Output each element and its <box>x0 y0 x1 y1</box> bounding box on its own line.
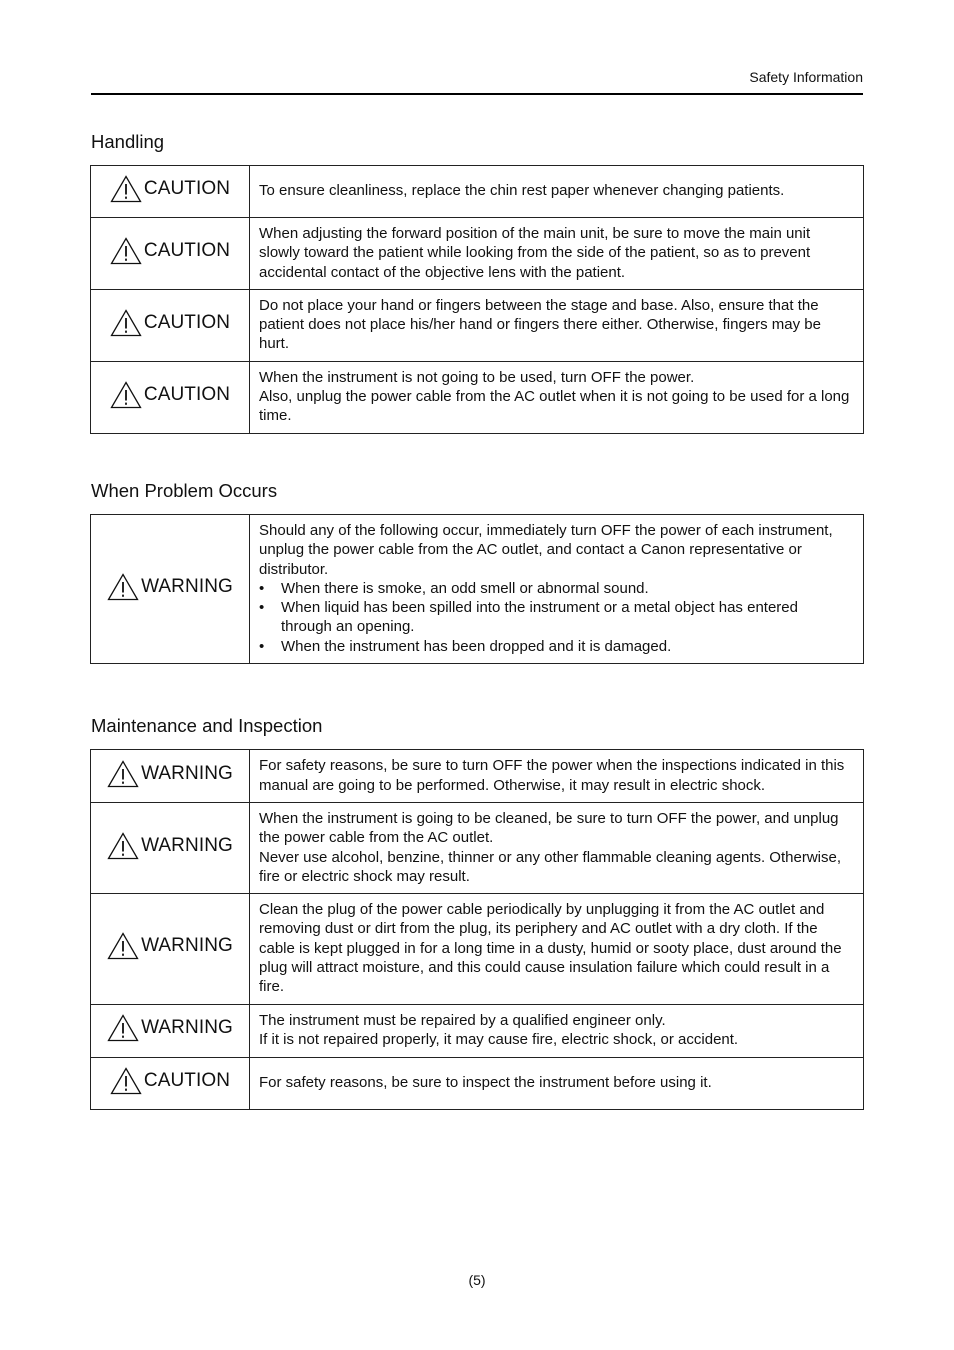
instruction-cell <box>250 894 864 1004</box>
instruction-text: Also, unplug the power cable from the AC outlet when it is not going to be used for a long time. <box>259 388 850 425</box>
section-title-maintenance: Maintenance and Inspection <box>91 715 323 736</box>
severity-cell <box>91 803 250 894</box>
severity-label <box>107 832 233 860</box>
severity-label <box>110 237 230 265</box>
instruction-text: For safety reasons, be sure to turn OFF the power when the inspections indicated in this manual are going to be performed. Otherwise, it may result in electric shock. <box>259 757 845 794</box>
safety-row <box>91 218 864 290</box>
severity-text: WARNING <box>141 935 233 957</box>
warning-triangle-icon <box>110 237 142 265</box>
severity-label <box>107 760 233 788</box>
safety-row <box>91 1004 864 1057</box>
severity-cell <box>91 166 250 218</box>
safety-row <box>91 361 864 433</box>
severity-text: WARNING <box>141 575 233 597</box>
severity-text: WARNING <box>141 762 233 784</box>
severity-text: WARNING <box>141 834 233 856</box>
severity-text: CAUTION <box>143 383 231 405</box>
bullet-item <box>259 579 851 598</box>
bullet-text: When there is smoke, an odd smell or abnormal sound. <box>281 579 649 597</box>
bullet-dot-icon: • <box>259 579 265 597</box>
handling-table <box>90 165 864 434</box>
instruction-text: The instrument must be repaired by a qualified engineer only. <box>259 1011 666 1029</box>
severity-cell <box>91 894 250 1004</box>
section-title-handling: Handling <box>91 131 165 152</box>
problem-table <box>90 514 864 664</box>
severity-text: CAUTION <box>143 178 231 199</box>
bullet-dot-icon: • <box>259 637 265 655</box>
instruction-text: If it is not repaired properly, it may cause fire, electric shock, or accident. <box>259 1031 739 1049</box>
bullet-item <box>259 598 851 637</box>
instruction-cell <box>250 803 864 894</box>
severity-cell <box>91 361 250 433</box>
header-rule <box>91 93 863 95</box>
warning-triangle-icon <box>107 573 139 601</box>
instruction-text: To ensure cleanliness, replace the chin rest paper whenever changing patients. <box>259 182 785 200</box>
safety-row <box>91 1057 864 1109</box>
warning-triangle-icon <box>110 309 142 337</box>
severity-cell <box>91 750 250 803</box>
severity-text: CAUTION <box>143 311 231 333</box>
section-title-problem: When Problem Occurs <box>91 480 278 501</box>
bullet-item <box>259 637 851 656</box>
severity-cell <box>91 1004 250 1057</box>
instruction-text: Never use alcohol, benzine, thinner or any other flammable cleaning agents. Otherwise, fire or electric shock may result. <box>259 848 841 885</box>
maintenance-table <box>90 749 864 1110</box>
instruction-text: When the instrument is not going to be used, turn OFF the power. <box>259 368 695 386</box>
severity-label <box>110 1067 230 1095</box>
severity-cell <box>91 289 250 361</box>
warning-triangle-icon <box>110 175 142 203</box>
bullet-text: When the instrument has been dropped and it is damaged. <box>281 637 672 655</box>
severity-label <box>110 175 230 203</box>
severity-text: WARNING <box>141 1017 233 1039</box>
bullet-dot-icon: • <box>259 599 265 617</box>
instruction-text: When the instrument is going to be cleaned, be sure to turn OFF the power, and unplug the power cable from the AC outlet. <box>259 810 839 847</box>
instruction-cell <box>250 289 864 361</box>
severity-label <box>110 381 230 409</box>
bullet-text: When liquid has been spilled into the instrument or a metal object has entered through an opening. <box>281 599 798 636</box>
warning-triangle-icon <box>107 932 139 960</box>
instruction-cell <box>250 218 864 290</box>
instruction-cell <box>250 750 864 803</box>
instruction-cell <box>250 1057 864 1109</box>
severity-label <box>107 932 233 960</box>
severity-label <box>110 309 230 337</box>
severity-text: CAUTION <box>143 1069 231 1091</box>
instruction-cell <box>250 166 864 218</box>
warning-triangle-icon <box>110 1067 142 1095</box>
severity-cell <box>91 1057 250 1109</box>
safety-row <box>91 750 864 803</box>
instruction-text: Clean the plug of the power cable periodically by unplugging it from the AC outlet and removing dust or dirt from the plug, its periphery and AC outlet with a dry cloth. If the cable is kept plugged in for a long time in a dusty, humid or sooty place, dust around the plug will attract moisture, and this could cause insulation failure which could result in a fire. <box>259 901 842 996</box>
instruction-text: When adjusting the forward position of the main unit, be sure to move the main unit slowly toward the patient while looking from the side of the patient, so as to prevent accidental contact of the objective lens with the patient. <box>259 225 811 281</box>
safety-row <box>91 166 864 218</box>
instruction-cell <box>250 361 864 433</box>
page-number: (5) <box>468 1272 486 1288</box>
instruction-text: For safety reasons, be sure to inspect the instrument before using it. <box>259 1074 712 1092</box>
warning-triangle-icon <box>107 832 139 860</box>
safety-row <box>91 894 864 1004</box>
safety-row <box>91 803 864 894</box>
running-header: Safety Information <box>749 69 863 85</box>
instruction-cell <box>250 515 864 664</box>
severity-label <box>107 573 233 601</box>
severity-cell <box>91 515 250 664</box>
warning-triangle-icon <box>110 381 142 409</box>
safety-row <box>91 289 864 361</box>
severity-text: CAUTION <box>143 239 231 261</box>
instruction-text: Should any of the following occur, immediately turn OFF the power of each instrument, unplug the power cable from the AC outlet, and contact a Canon representative or distributor. <box>259 522 833 578</box>
instruction-cell <box>250 1004 864 1057</box>
warning-triangle-icon <box>107 1014 139 1042</box>
severity-label <box>107 1014 233 1042</box>
warning-triangle-icon <box>107 760 139 788</box>
instruction-text: Do not place your hand or fingers between the stage and base. Also, ensure that the patient does not place his/her hand or fingers there either. Otherwise, fingers may be hurt. <box>259 296 821 353</box>
severity-cell <box>91 218 250 290</box>
safety-row <box>91 515 864 664</box>
